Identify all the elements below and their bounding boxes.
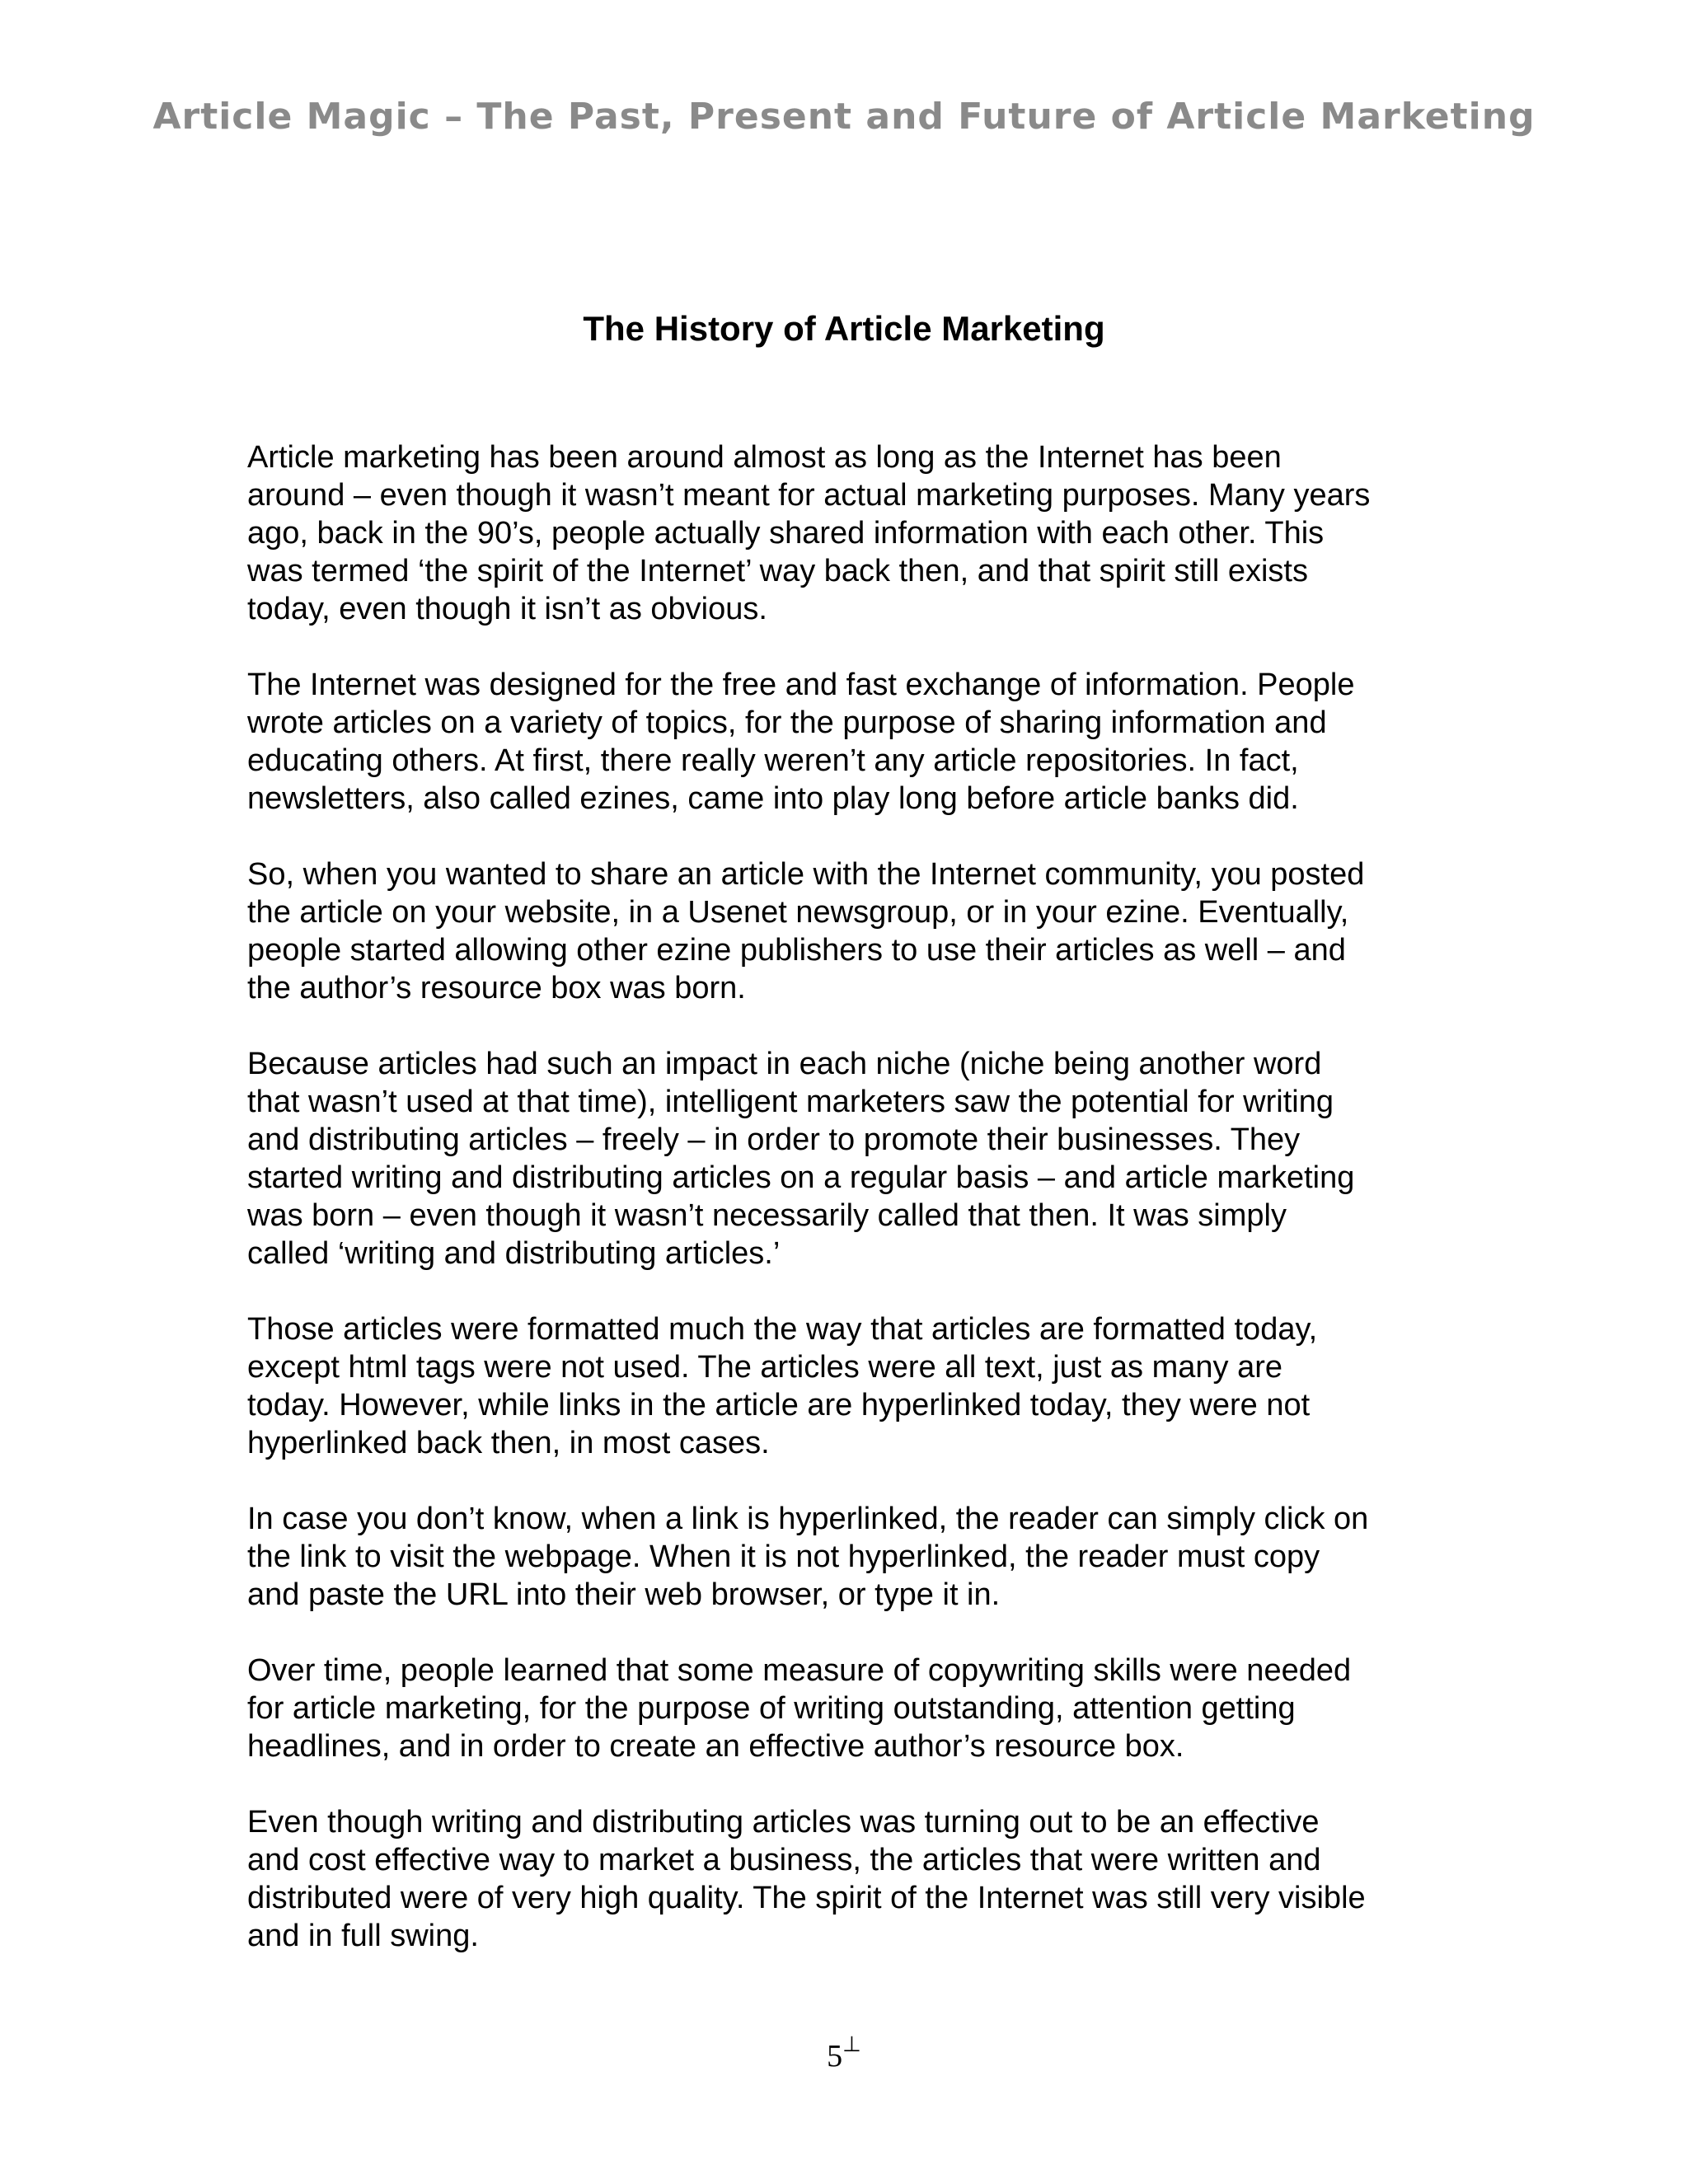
paragraph-line: Article marketing has been around almost as long as the Internet has been (247, 440, 1282, 475)
paragraph (247, 1045, 1451, 1272)
paragraph-line: the link to visit the webpage. When it is not hyperlinked, the reader must copy (247, 1540, 1320, 1574)
paragraph-line: called ‘writing and distributing articles.’ (247, 1236, 781, 1271)
paragraph-line: that wasn’t used at that time), intelligent marketers saw the potential for writing (247, 1085, 1334, 1119)
paragraph-line: ago, back in the 90’s, people actually shared information with each other. This (247, 516, 1325, 551)
paragraph-line: the article on your website, in a Usenet newsgroup, or in your ezine. Eventually, (247, 895, 1349, 930)
paragraph-line: today. However, while links in the article are hyperlinked today, they were not (247, 1388, 1311, 1422)
paragraph-line: was termed ‘the spirit of the Internet’ way back then, and that spirit still exists (247, 554, 1308, 588)
paragraph-line: newsletters, also called ezines, came into play long before article banks did. (247, 781, 1299, 816)
paragraph-line: Those articles were formatted much the way that articles are formatted today, (247, 1312, 1318, 1347)
paragraph-line: Because articles had such an impact in each niche (niche being another word (247, 1047, 1322, 1081)
paragraph (247, 1500, 1451, 1614)
paragraph-line: for article marketing, for the purpose of writing outstanding, attention getting (247, 1691, 1296, 1726)
page-number-mark: ⊥ (842, 2032, 861, 2056)
paragraph-line: So, when you wanted to share an article with the Internet community, you posted (247, 857, 1365, 892)
paragraph-line: In case you don’t know, when a link is hyperlinked, the reader can simply click on (247, 1502, 1369, 1536)
paragraph-line: and distributing articles – freely – in order to promote their businesses. They (247, 1122, 1301, 1157)
paragraph-line: Even though writing and distributing articles was turning out to be an effective (247, 1805, 1320, 1840)
paragraph-line: except html tags were not used. The articles were all text, just as many are (247, 1350, 1282, 1385)
paragraph-line: educating others. At first, there really weren’t any article repositories. In fact, (247, 743, 1299, 778)
paragraph-line: and cost effective way to market a business, the articles that were written and (247, 1843, 1321, 1877)
page-number (0, 2032, 1688, 2074)
paragraph (247, 1310, 1451, 1462)
paragraph-line: the author’s resource box was born. (247, 971, 746, 1005)
paragraph-line: distributed were of very high quality. The spirit of the Internet was still very visible (247, 1881, 1366, 1915)
page-number-value: 5 (827, 2039, 843, 2074)
paragraph (247, 855, 1451, 1007)
paragraph-line: and paste the URL into their web browser, or type it in. (247, 1577, 1001, 1612)
paragraph-line: headlines, and in order to create an effective author’s resource box. (247, 1729, 1184, 1764)
paragraph-line: hyperlinked back then, in most cases. (247, 1426, 770, 1460)
paragraph-line: was born – even though it wasn’t necessarily called that then. It was simply (247, 1198, 1287, 1233)
paragraph (247, 438, 1451, 628)
paragraph-line: people started allowing other ezine publishers to use their articles as well – and (247, 933, 1346, 968)
paragraph (247, 1652, 1451, 1765)
paragraph (247, 666, 1451, 818)
running-header: Article Magic – The Past, Present and Future of Article Marketing (152, 96, 1536, 138)
paragraph-line: around – even though it wasn’t meant for actual marketing purposes. Many years (247, 478, 1371, 513)
paragraph-line: started writing and distributing articles on a regular basis – and article marketing (247, 1160, 1355, 1195)
paragraph-line: today, even though it isn’t as obvious. (247, 592, 767, 626)
paragraph-line: and in full swing. (247, 1919, 479, 1953)
paragraph-line: The Internet was designed for the free and fast exchange of information. People (247, 668, 1355, 702)
paragraph (247, 1803, 1451, 1955)
page-title: The History of Article Marketing (583, 309, 1105, 348)
paragraph-line: Over time, people learned that some measure of copywriting skills were needed (247, 1653, 1352, 1688)
paragraph-line: wrote articles on a variety of topics, for the purpose of sharing information and (247, 705, 1327, 740)
article-body (247, 438, 1451, 1993)
